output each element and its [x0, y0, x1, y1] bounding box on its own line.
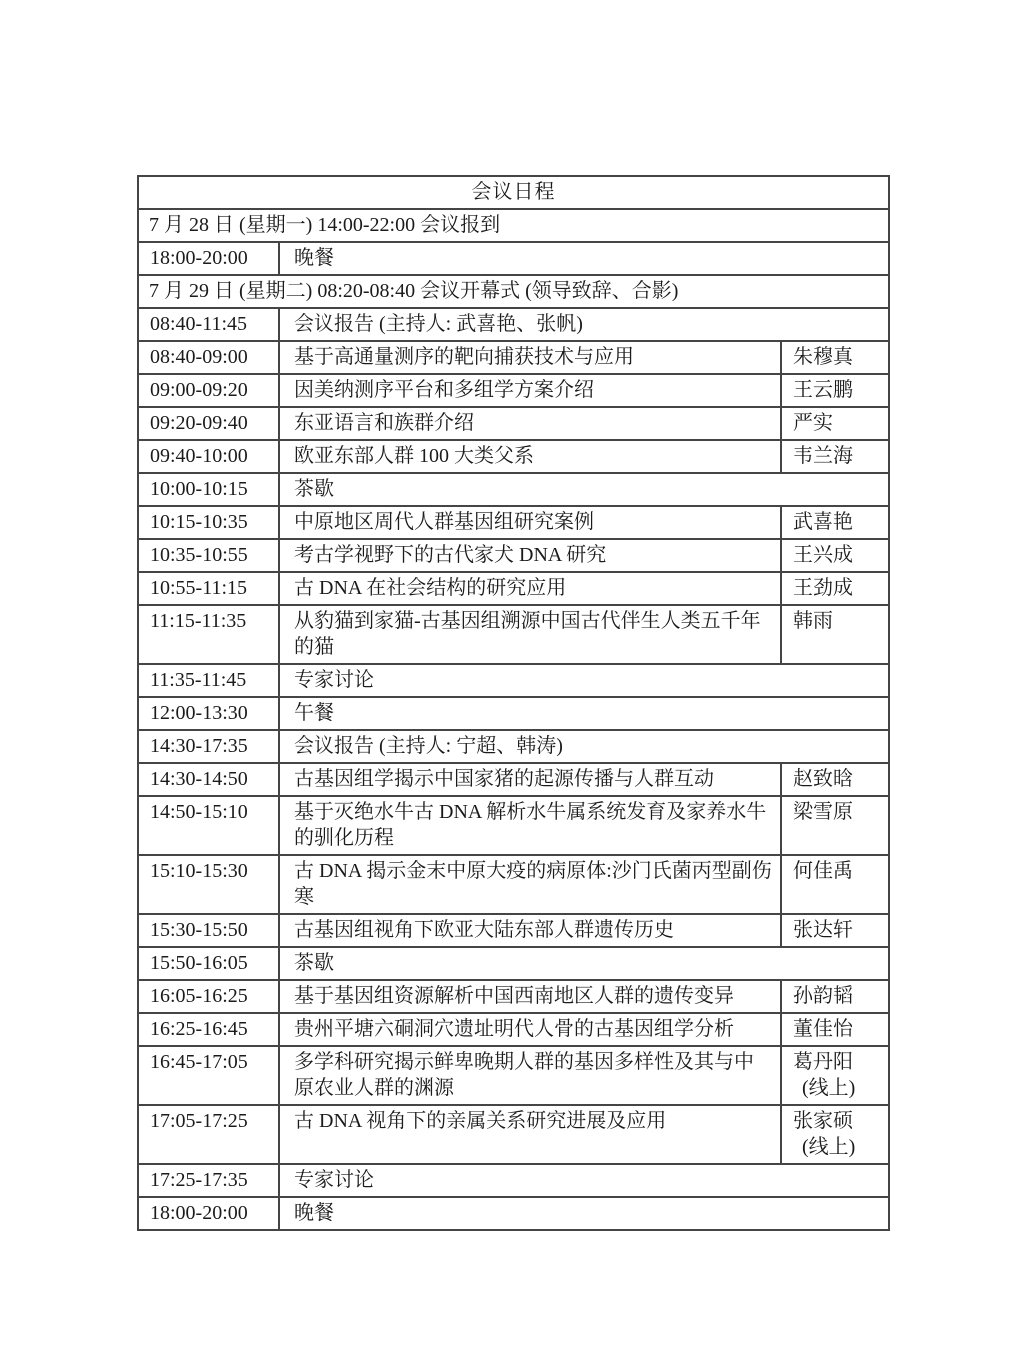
speaker-name: 张达轩 — [793, 919, 853, 941]
event-cell: 晚餐 — [279, 242, 889, 275]
schedule-body — [138, 176, 889, 1230]
time-cell: 14:30-17:35 — [138, 730, 279, 763]
schedule-row — [138, 341, 889, 374]
speaker-name: 王兴成 — [793, 544, 853, 566]
event-cell: 茶歇 — [279, 947, 889, 980]
time-cell: 16:25-16:45 — [138, 1013, 279, 1046]
speaker-cell — [781, 407, 889, 440]
speaker-cell — [781, 980, 889, 1013]
time-cell: 17:05-17:25 — [138, 1105, 279, 1164]
time-cell: 15:50-16:05 — [138, 947, 279, 980]
speaker-name: 何佳禹 — [793, 860, 853, 882]
talk-title-cell: 贵州平塘六硐洞穴遗址明代人骨的古基因组学分析 — [279, 1013, 781, 1046]
schedule-row — [138, 374, 889, 407]
speaker-name: 葛丹阳 — [793, 1051, 853, 1073]
event-cell: 专家讨论 — [279, 1164, 889, 1197]
talk-title-cell: 考古学视野下的古代家犬 DNA 研究 — [279, 539, 781, 572]
online-note: (线上) — [802, 1136, 856, 1158]
schedule-row — [138, 947, 889, 980]
schedule-row — [138, 796, 889, 855]
time-cell: 08:40-09:00 — [138, 341, 279, 374]
speaker-name: 赵致晗 — [793, 768, 853, 790]
schedule-row — [138, 572, 889, 605]
speaker-name: 韩雨 — [793, 610, 833, 632]
talk-title-cell: 东亚语言和族群介绍 — [279, 407, 781, 440]
time-cell: 08:40-11:45 — [138, 308, 279, 341]
speaker-cell — [781, 796, 889, 855]
speaker-name: 孙韵韬 — [793, 985, 853, 1007]
time-cell: 15:30-15:50 — [138, 914, 279, 947]
speaker-cell — [781, 1105, 889, 1164]
event-cell: 专家讨论 — [279, 664, 889, 697]
time-cell: 09:40-10:00 — [138, 440, 279, 473]
schedule-row — [138, 914, 889, 947]
schedule-row — [138, 209, 889, 242]
talk-title-cell: 基于灭绝水牛古 DNA 解析水牛属系统发育及家养水牛的驯化历程 — [279, 796, 781, 855]
event-cell: 会议报告 (主持人: 宁超、韩涛) — [279, 730, 889, 763]
day-header-cell: 7 月 29 日 (星期二) 08:20-08:40 会议开幕式 (领导致辞、合影) — [138, 275, 889, 308]
time-cell: 14:50-15:10 — [138, 796, 279, 855]
speaker-cell — [781, 572, 889, 605]
speaker-name: 韦兰海 — [793, 445, 853, 467]
speaker-name: 董佳怡 — [793, 1018, 853, 1040]
speaker-cell — [781, 605, 889, 664]
talk-title-cell: 中原地区周代人群基因组研究案例 — [279, 506, 781, 539]
speaker-cell — [781, 763, 889, 796]
speaker-cell — [781, 506, 889, 539]
schedule-row — [138, 1197, 889, 1230]
time-cell: 10:55-11:15 — [138, 572, 279, 605]
time-cell: 16:05-16:25 — [138, 980, 279, 1013]
schedule-row — [138, 473, 889, 506]
schedule-row — [138, 539, 889, 572]
schedule-row — [138, 1013, 889, 1046]
speaker-name: 武喜艳 — [793, 511, 853, 533]
talk-title-cell: 古 DNA 在社会结构的研究应用 — [279, 572, 781, 605]
schedule-row — [138, 1164, 889, 1197]
time-cell: 18:00-20:00 — [138, 242, 279, 275]
time-cell: 10:00-10:15 — [138, 473, 279, 506]
schedule-row — [138, 730, 889, 763]
time-cell: 17:25-17:35 — [138, 1164, 279, 1197]
schedule-row — [138, 697, 889, 730]
speaker-cell — [781, 914, 889, 947]
speaker-cell — [781, 855, 889, 914]
time-cell: 09:00-09:20 — [138, 374, 279, 407]
time-cell: 16:45-17:05 — [138, 1046, 279, 1105]
schedule-row — [138, 275, 889, 308]
schedule-row — [138, 308, 889, 341]
schedule-row — [138, 664, 889, 697]
event-cell: 晚餐 — [279, 1197, 889, 1230]
talk-title-cell: 古 DNA 视角下的亲属关系研究进展及应用 — [279, 1105, 781, 1164]
time-cell: 10:35-10:55 — [138, 539, 279, 572]
talk-title-cell: 因美纳测序平台和多组学方案介绍 — [279, 374, 781, 407]
talk-title-cell: 基于高通量测序的靶向捕获技术与应用 — [279, 341, 781, 374]
talk-title-cell: 古基因组学揭示中国家猪的起源传播与人群互动 — [279, 763, 781, 796]
speaker-name: 王劲成 — [793, 577, 853, 599]
day-header-cell: 7 月 28 日 (星期一) 14:00-22:00 会议报到 — [138, 209, 889, 242]
speaker-name: 王云鹏 — [793, 379, 853, 401]
schedule-title-row — [138, 176, 889, 209]
online-note: (线上) — [802, 1077, 856, 1099]
speaker-cell — [781, 440, 889, 473]
schedule-row — [138, 1105, 889, 1164]
schedule-title: 会议日程 — [138, 176, 889, 209]
time-cell: 11:35-11:45 — [138, 664, 279, 697]
talk-title-cell: 古 DNA 揭示金末中原大疫的病原体:沙门氏菌丙型副伤寒 — [279, 855, 781, 914]
speaker-cell — [781, 1013, 889, 1046]
speaker-cell — [781, 341, 889, 374]
schedule-row — [138, 980, 889, 1013]
schedule-row — [138, 763, 889, 796]
schedule-row — [138, 440, 889, 473]
talk-title-cell: 欧亚东部人群 100 大类父系 — [279, 440, 781, 473]
talk-title-cell: 基于基因组资源解析中国西南地区人群的遗传变异 — [279, 980, 781, 1013]
event-cell: 午餐 — [279, 697, 889, 730]
time-cell: 09:20-09:40 — [138, 407, 279, 440]
speaker-name: 朱穆真 — [793, 346, 853, 368]
schedule-row — [138, 1046, 889, 1105]
talk-title-cell: 多学科研究揭示鲜卑晚期人群的基因多样性及其与中原农业人群的渊源 — [279, 1046, 781, 1105]
time-cell: 14:30-14:50 — [138, 763, 279, 796]
speaker-name: 严实 — [793, 412, 833, 434]
schedule-row — [138, 506, 889, 539]
schedule-table — [137, 175, 890, 1231]
time-cell: 10:15-10:35 — [138, 506, 279, 539]
event-cell: 茶歇 — [279, 473, 889, 506]
speaker-name: 张家硕 — [793, 1110, 853, 1132]
time-cell: 12:00-13:30 — [138, 697, 279, 730]
speaker-cell — [781, 539, 889, 572]
talk-title-cell: 从豹猫到家猫-古基因组溯源中国古代伴生人类五千年的猫 — [279, 605, 781, 664]
schedule-row — [138, 407, 889, 440]
speaker-cell — [781, 374, 889, 407]
speaker-name: 梁雪原 — [793, 801, 853, 823]
speaker-cell — [781, 1046, 889, 1105]
event-cell: 会议报告 (主持人: 武喜艳、张帆) — [279, 308, 889, 341]
time-cell: 18:00-20:00 — [138, 1197, 279, 1230]
schedule-row — [138, 605, 889, 664]
schedule-row — [138, 855, 889, 914]
time-cell: 11:15-11:35 — [138, 605, 279, 664]
time-cell: 15:10-15:30 — [138, 855, 279, 914]
schedule-row — [138, 242, 889, 275]
talk-title-cell: 古基因组视角下欧亚大陆东部人群遗传历史 — [279, 914, 781, 947]
